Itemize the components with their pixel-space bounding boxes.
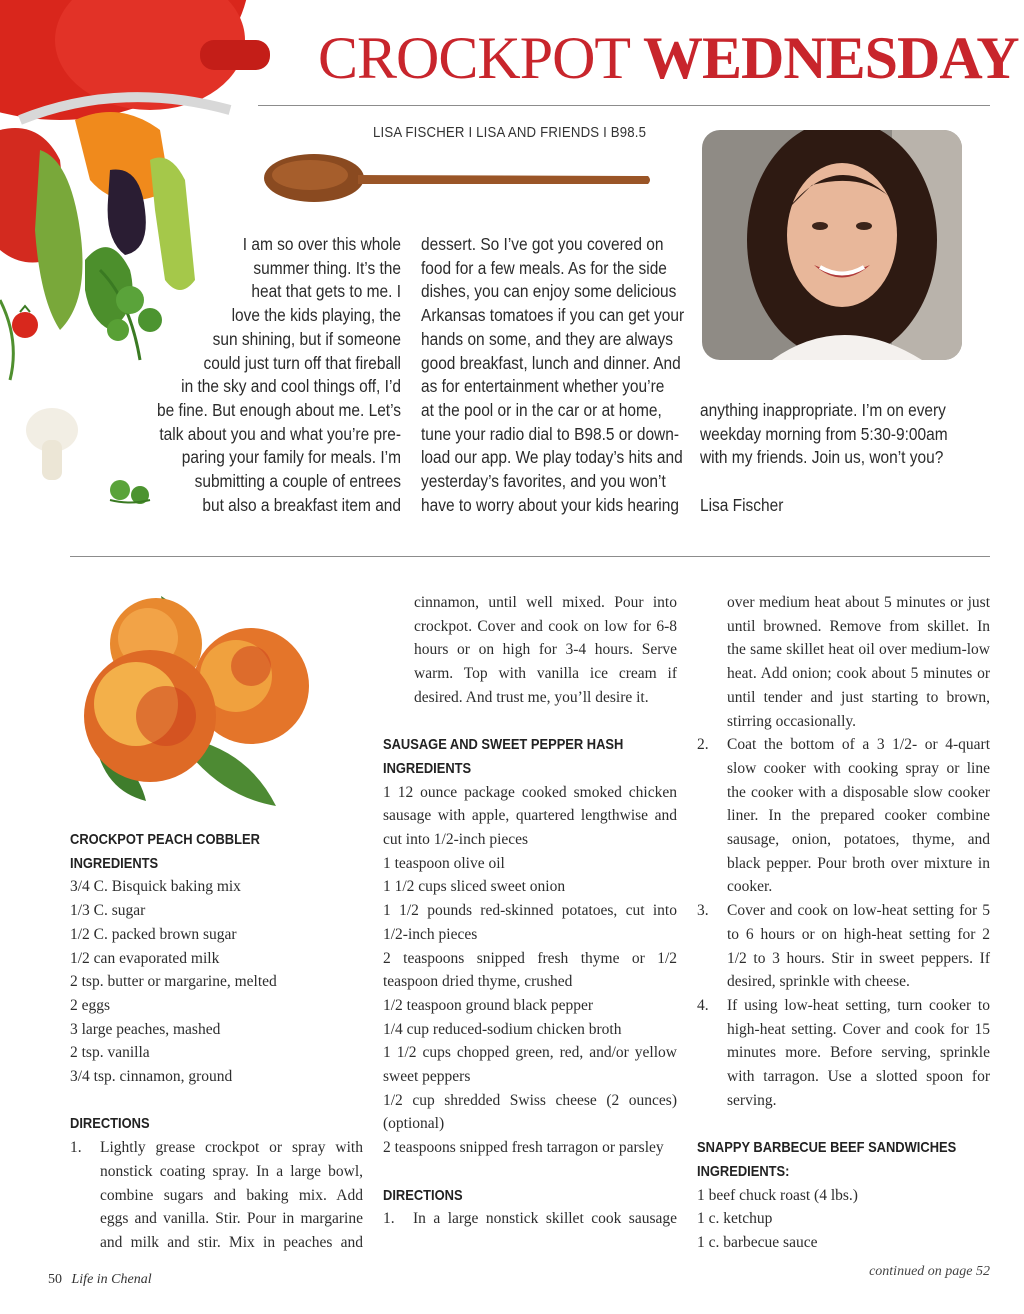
recipe1-title: CROCKPOT PEACH COBBLER [70, 831, 260, 848]
continued-note: continued on page 52 [869, 1264, 990, 1279]
recipe3-ingredients-heading: INGREDIENTS: [697, 1162, 790, 1180]
intro-line: food for a few meals. As for the side [421, 257, 667, 278]
recipe-column-3 [697, 591, 990, 1255]
intro-line: tune your radio dial to B98.5 or down- [421, 423, 679, 444]
recipe1-step-1-number: 1. [70, 1139, 82, 1157]
ingredient-item: 1/2 C. packed brown sugar [70, 925, 237, 943]
page-title [318, 25, 1019, 91]
step-text: Cover and cook on low-heat setting for 5 to 6 hours or on high-heat setting for 2 1/2 to 3 hours. Stir in sweet peppers. If desired, sprinkle with cheese. [727, 902, 990, 991]
author-portrait-image [702, 130, 962, 360]
recipe2-ingredients-heading: INGREDIENTS [383, 759, 472, 777]
author-photo [702, 130, 962, 360]
intro-line: in the sky and cool things off, I’d [181, 376, 401, 397]
ingredient-item: 1/2 can evaporated milk [70, 949, 220, 967]
ingredient-item: 3/4 C. Bisquick baking mix [70, 878, 241, 896]
title-part-1: CROCKPOT [318, 25, 629, 91]
ingredient-item: 1/2 cup shredded Swiss cheese (2 ounces) (optional) [383, 1091, 677, 1133]
ingredient-item: 1/3 C. sugar [70, 902, 146, 920]
intro-line: talk about you and what you’re pre- [159, 423, 401, 444]
recipe3-ingredients-list [697, 1184, 990, 1255]
ingredient-item: 1 c. ketchup [697, 1210, 773, 1228]
ingredient-item: 3/4 tsp. cinnamon, ground [70, 1068, 233, 1086]
intro-line: but also a breakfast item and [202, 494, 401, 515]
intro-line: yesterday’s favorites, and you won’t [421, 471, 666, 492]
ingredient-item: 2 teaspoons snipped fresh thyme or 1/2 teaspoon dried thyme, crushed [383, 949, 677, 991]
recipe2-step [697, 994, 990, 1113]
byline: LISA FISCHER I LISA AND FRIENDS I B98.5 [373, 124, 647, 141]
intro-line: have to worry about your kids hearing [421, 494, 679, 515]
intro-line: anything inappropriate. I’m on every [700, 400, 946, 420]
intro-line: at the pool or in the car or at home, [421, 399, 662, 420]
section-rule [70, 556, 990, 557]
ingredient-item: 1 beef chuck roast (4 lbs.) [697, 1186, 858, 1204]
recipe3-title: SNAPPY BARBECUE BEEF SANDWICHES [697, 1139, 957, 1157]
recipe1-step-1-text: Lightly grease crockpot or spray with nonstick coating spray. In a large bowl, combine sugars and baking mix. Add eggs and vanilla. Stir. Pour in margarine and milk and stir. Mix in peaches and [100, 1139, 363, 1251]
recipe1-directions-heading: DIRECTIONS [70, 1115, 150, 1133]
intro-line: paring your family for meals. I’m [181, 447, 401, 468]
recipe1-step-1 [70, 1136, 363, 1255]
recipe2-directions-heading: DIRECTIONS [383, 1186, 463, 1204]
intro-line: sun shining, but if someone [212, 328, 401, 349]
ingredient-item: 2 teaspoons snipped fresh tarragon or parsley [383, 1139, 664, 1157]
recipe1-step-1-continued: cinnamon, until well mixed. Pour into crockpot. Cover and cook on low for 6-8 hours or on high for 3-4 hours. Serve warm. Top with vanilla ice cream if desired. And trust me, you’ll desire it. [414, 594, 677, 706]
page-footer [48, 1272, 152, 1288]
recipe2-ingredients-list [383, 781, 677, 1160]
recipe1-ingredients-list [70, 875, 363, 1088]
intro-line: could just turn off that fireball [203, 352, 401, 373]
recipe2-step [697, 733, 990, 899]
intro-column-3 [700, 399, 990, 518]
ingredient-item: 1 1/2 cups chopped green, red, and/or yellow sweet peppers [383, 1044, 677, 1086]
intro-line: as for entertainment whether you’re [421, 376, 665, 397]
recipe-column-1 [70, 828, 363, 1255]
ingredient-item: 1/4 cup reduced-sodium chicken broth [383, 1020, 622, 1038]
intro-line: heat that gets to me. I [251, 281, 401, 302]
ingredient-item: 2 eggs [70, 996, 111, 1014]
intro-line: dishes, you can enjoy some delicious [421, 281, 677, 302]
recipe2-step-1-continued: over medium heat about 5 minutes or just until browned. Remove from skillet. In the same skillet heat oil over medium-low heat. Add onion; cook about 5 minutes or until tender and just starting to brown, stirring occasionally. [727, 594, 990, 730]
recipe1-ingredients-heading: INGREDIENTS [70, 854, 159, 872]
intro-line: load our app. We play today’s hits and [421, 447, 683, 468]
recipe-column-2 [383, 591, 677, 1231]
step-number: 3. [697, 902, 709, 920]
ingredient-item: 1/2 teaspoon ground black pepper [383, 996, 594, 1014]
step-text: Coat the bottom of a 3 1/2- or 4-quart slow cooker with cooking spray or line the cooker with a disposable slow cooker liner. In the prepared cooker combine sausage, onion, potatoes, thyme, and black pepper. Pour broth over mixture in cooker. [727, 736, 990, 896]
intro-line: I am so over this whole [242, 234, 401, 254]
intro-line: submitting a couple of entrees [194, 471, 401, 492]
page-number: 50 [48, 1272, 62, 1287]
ingredient-item: 2 tsp. butter or margarine, melted [70, 973, 277, 991]
title-part-2: WEDNESDAY [642, 25, 1019, 91]
recipe2-step-1-number: 1. [383, 1210, 395, 1228]
ingredient-item: 1 12 ounce package cooked smoked chicken sausage with apple, quartered lengthwise and cut into 1/2-inch pieces [383, 783, 677, 849]
publication-name: Life in Chenal [71, 1272, 152, 1287]
step-text: If using low-heat setting, turn cooker to high-heat setting. Cover and cook for 15 minutes more. Before serving, sprinkle with tarragon. Use a slotted spoon for serving. [727, 996, 990, 1109]
step-number: 2. [697, 736, 709, 754]
title-rule [258, 105, 990, 106]
intro-column-2 [421, 233, 683, 517]
recipe2-step [697, 899, 990, 994]
intro-line: good breakfast, lunch and dinner. And [421, 352, 681, 373]
signature: Lisa Fischer [700, 494, 784, 515]
ingredient-item: 1 teaspoon olive oil [383, 854, 505, 872]
intro-column-1 [118, 233, 401, 517]
recipe2-title: SAUSAGE AND SWEET PEPPER HASH [383, 736, 624, 754]
intro-line: hands on some, and they are always [421, 328, 673, 349]
intro-line: summer thing. It’s the [253, 257, 401, 278]
ingredient-item: 1 c. barbecue sauce [697, 1233, 818, 1251]
ingredient-item: 2 tsp. vanilla [70, 1044, 150, 1062]
ingredient-item: 1 1/2 cups sliced sweet onion [383, 878, 566, 896]
wooden-spoon-illustration [262, 142, 654, 208]
ingredient-item: 3 large peaches, mashed [70, 1020, 221, 1038]
intro-line: with my friends. Join us, won’t you? [700, 447, 944, 468]
recipe2-step-1 [383, 1207, 677, 1231]
peaches-illustration [76, 596, 312, 810]
step-number: 4. [697, 996, 709, 1014]
ingredient-item: 1 1/2 pounds red-skinned potatoes, cut into 1/2-inch pieces [383, 902, 677, 943]
intro-line: be fine. But enough about me. Let’s [157, 399, 401, 420]
intro-line: weekday morning from 5:30-9:00am [700, 423, 948, 444]
intro-column-3-lines [700, 399, 990, 470]
intro-line: love the kids playing, the [231, 305, 401, 326]
intro-line: Arkansas tomatoes if you can get your [421, 305, 685, 326]
recipe2-steps-list [697, 733, 990, 1112]
intro-line: dessert. So I’ve got you covered on [421, 234, 664, 254]
recipe2-step-1-text: In a large nonstick skillet cook sausage [413, 1210, 677, 1228]
